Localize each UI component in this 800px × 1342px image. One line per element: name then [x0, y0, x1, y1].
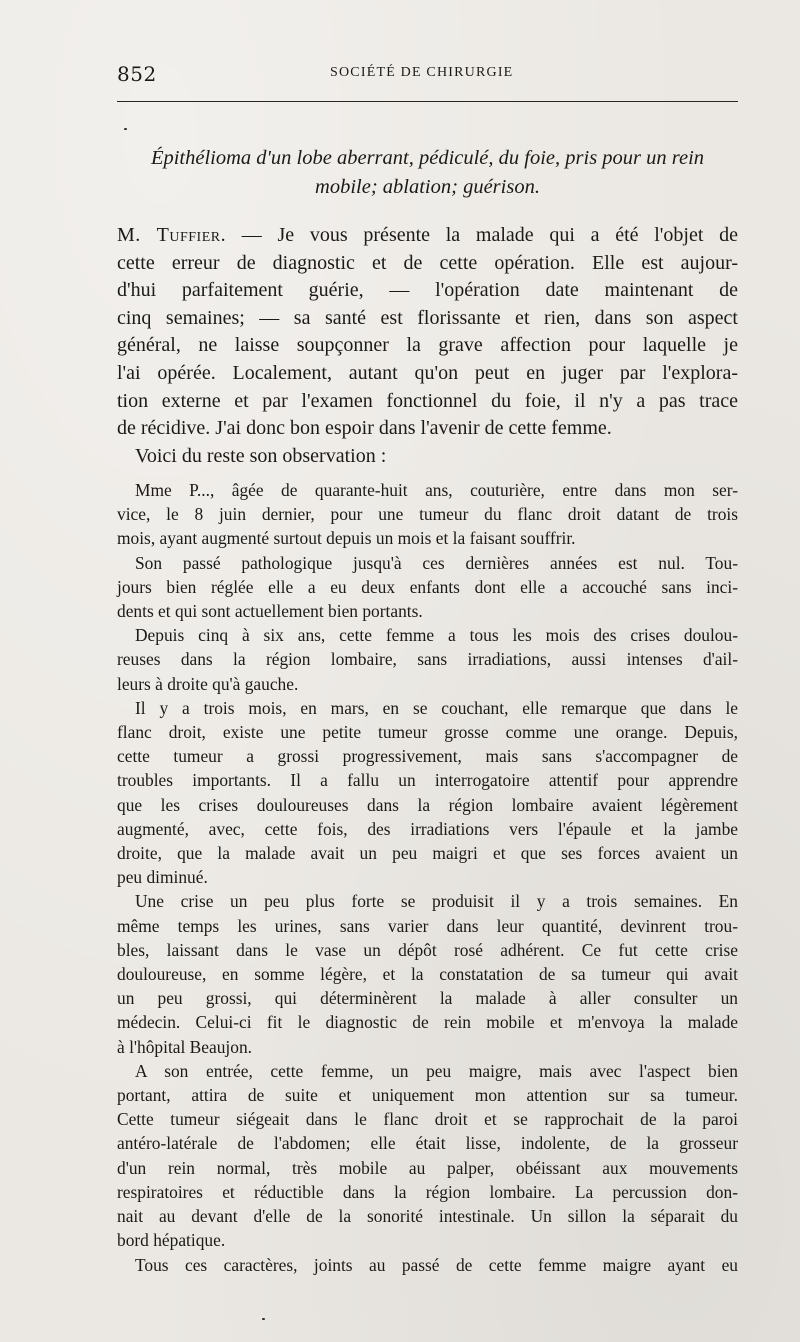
header-rule	[117, 101, 738, 102]
text-line: troubles importants. Il a fallu un interrogatoire attentif pour apprendre	[117, 770, 738, 791]
text-line: Mme P..., âgée de quarante-huit ans, couturière, entre dans mon ser-	[135, 480, 738, 500]
text-line: médecin. Celui-ci fit le diagnostic de rein mobile et m'envoya la malade	[117, 1012, 738, 1033]
intro-paragraph	[117, 222, 738, 470]
text-line: même temps les urines, sans varier dans leur quantité, devinrent trou-	[117, 915, 738, 936]
text-line: droite, que la malade avait un peu maigri et que ses forces avaient un	[117, 843, 738, 864]
print-speck	[262, 1318, 265, 1320]
text-line: cette erreur de diagnostic et de cette opération. Elle est aujour-	[117, 251, 738, 274]
text-line: vice, le 8 juin dernier, pour une tumeur du flanc droit datant de trois	[117, 504, 738, 525]
article-title-line: mobile; ablation; guérison.	[315, 176, 540, 198]
text-line: reuses dans la région lombaire, sans irradiations, aussi intenses d'ail-	[117, 649, 738, 670]
text-line: Il y a trois mois, en mars, en se couchant, elle remarque que dans le	[135, 697, 738, 718]
text-line: A son entrée, cette femme, un peu maigre, mais avec l'aspect bien	[135, 1060, 738, 1081]
running-title: SOCIÉTÉ DE CHIRURGIE	[330, 65, 514, 80]
observation-text	[117, 478, 738, 1277]
text-line: Cette tumeur siégeait dans le flanc droit et se rapprochait de la paroi	[117, 1109, 738, 1130]
text-line: l'ai opérée. Localement, autant qu'on peut en juger par l'explora-	[117, 361, 738, 384]
text-line: bord hépatique.	[117, 1230, 226, 1251]
article-title-line: Épithélioma d'un lobe aberrant, pédiculé, du foie, pris pour un rein	[150, 147, 705, 169]
text-line: cette tumeur a grossi progressivement, mais sans s'accompagner de	[117, 746, 738, 767]
text-line: général, ne laisse soupçonner la grave affection pour laquelle je	[117, 334, 738, 357]
text-line: portant, attira de suite et uniquement mon attention sur sa tumeur.	[117, 1085, 738, 1106]
text-line: cinq semaines; — sa santé est florissante et rien, dans son aspect	[117, 306, 738, 329]
text-line: dents et qui sont actuellement bien portants.	[117, 601, 423, 622]
page-header	[117, 60, 737, 90]
text-line: antéro-latérale de l'abdomen; elle était lisse, indolente, de la grosseur	[117, 1133, 738, 1154]
text-line: d'hui parfaitement guérie, — l'opération date maintenant de	[117, 279, 738, 302]
text-line-content: — Je vous présente la malade qui a été l'objet de	[226, 224, 738, 246]
text-line: Une crise un peu plus forte se produisit il y a trois semaines. En	[135, 891, 738, 912]
text-line: flanc droit, existe une petite tumeur grosse comme une orange. Depuis,	[117, 722, 738, 743]
text-line: mois, ayant augmenté surtout depuis un mois et la faisant souffrir.	[117, 528, 576, 549]
text-line	[117, 222, 738, 250]
text-line: peu diminué.	[117, 867, 208, 888]
text-line: que les crises douloureuses dans la région lombaire avaient légèrement	[117, 794, 738, 815]
text-line: bles, laissant dans le vase un dépôt rosé adhérent. Ce fut cette crise	[117, 939, 738, 960]
text-line: un peu grossi, qui déterminèrent la malade à aller consulter un	[117, 988, 738, 1009]
text-line: leurs à droite qu'à gauche.	[117, 673, 299, 694]
text-line: nait au devant d'elle de la sonorité intestinale. Un sillon la séparait du	[117, 1206, 738, 1227]
print-speck	[124, 128, 127, 130]
text-line: Voici du reste son observation :	[135, 444, 387, 467]
text-line: Depuis cinq à six ans, cette femme a tous les mois des crises doulou-	[135, 625, 738, 646]
page-number: 852	[117, 62, 157, 86]
speaker-name: M. Tuffier.	[117, 224, 227, 246]
text-line: douloureuse, en somme légère, et la constatation de sa tumeur qui avait	[117, 964, 738, 985]
text-line: de récidive. J'ai donc bon espoir dans l'avenir de cette femme.	[117, 417, 612, 440]
text-line: respiratoires et réductible dans la région lombaire. La percussion don-	[117, 1181, 738, 1202]
text-line: augmenté, avec, cette fois, des irradiations vers l'épaule et la jambe	[117, 818, 738, 839]
text-line: d'un rein normal, très mobile au palper, obéissant aux mouvements	[117, 1157, 738, 1178]
text-line: tion externe et par l'examen fonctionnel du foie, il n'y a pas trace	[117, 389, 738, 412]
text-line: jours bien réglée elle a eu deux enfants dont elle a accouché sans inci-	[117, 576, 738, 597]
text-line: Tous ces caractères, joints au passé de cette femme maigre ayant eu	[135, 1254, 738, 1275]
article-title	[117, 144, 738, 202]
text-line: Son passé pathologique jusqu'à ces dernières années est nul. Tou-	[135, 552, 738, 573]
text-line: à l'hôpital Beaujon.	[117, 1036, 252, 1057]
